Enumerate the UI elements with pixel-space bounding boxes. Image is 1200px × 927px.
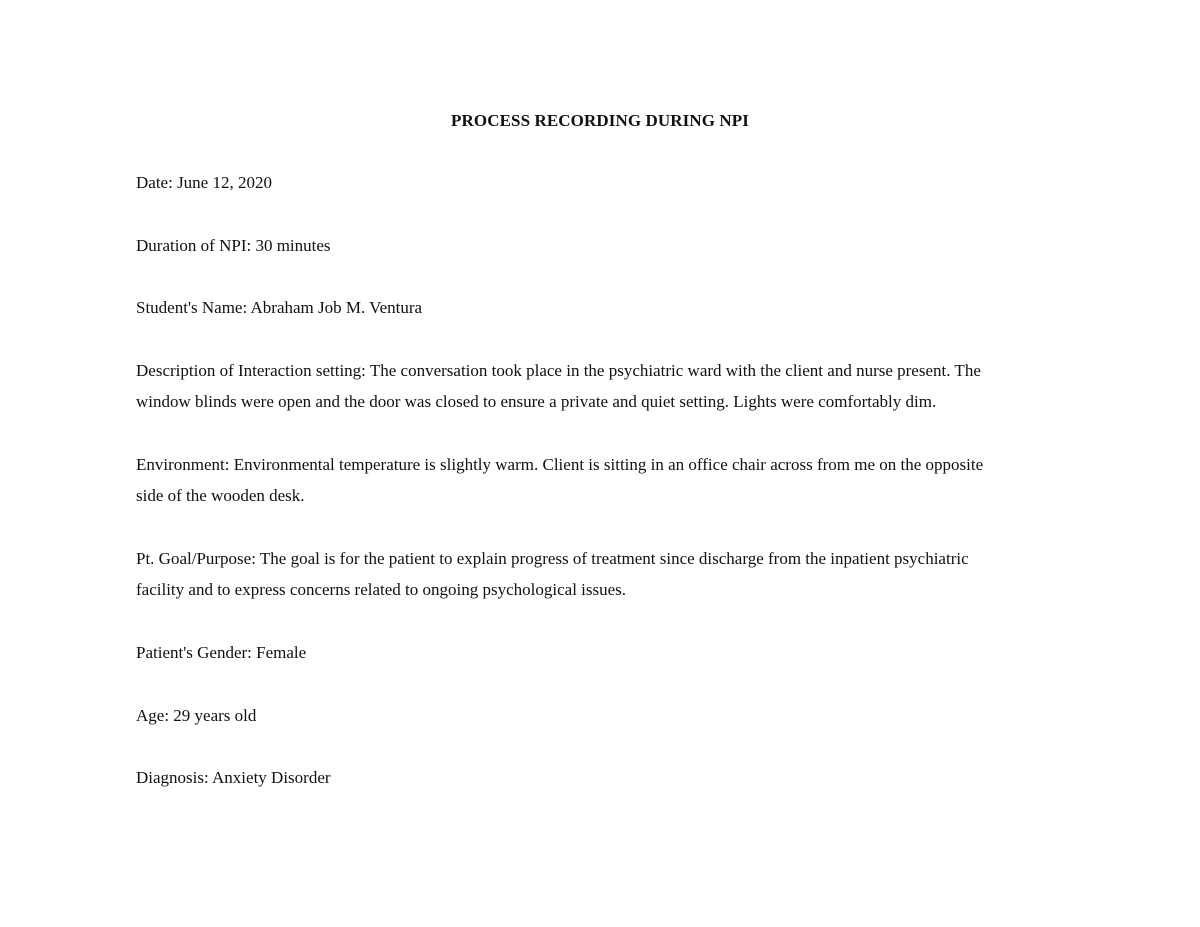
date-field: Date: June 12, 2020 (136, 173, 272, 192)
goal-line-1: Pt. Goal/Purpose: The goal is for the patient to explain progress of treatment since discharge from the inpatient psychiatric (136, 549, 969, 568)
duration-field: Duration of NPI: 30 minutes (136, 236, 331, 255)
age-field: Age: 29 years old (136, 706, 257, 725)
environment-line-2: side of the wooden desk. (136, 486, 305, 505)
document-title: PROCESS RECORDING DURING NPI (451, 111, 749, 130)
interaction-setting-line-2: window blinds were open and the door was closed to ensure a private and quiet setting. Lights were comfortably dim. (136, 392, 937, 411)
environment-paragraph (136, 449, 1066, 511)
diagnosis-field: Diagnosis: Anxiety Disorder (136, 768, 331, 787)
interaction-setting-line-1: Description of Interaction setting: The conversation took place in the psychiatric ward with the client and nurse present. The (136, 361, 981, 380)
student-name-field: Student's Name: Abraham Job M. Ventura (136, 298, 423, 317)
goal-paragraph (136, 543, 1066, 605)
gender-field: Patient's Gender: Female (136, 643, 307, 662)
interaction-setting-paragraph (136, 355, 1066, 417)
goal-line-2: facility and to express concerns related to ongoing psychological issues. (136, 580, 627, 599)
environment-line-1: Environment: Environmental temperature is slightly warm. Client is sitting in an office chair across from me on the opposite (136, 455, 984, 474)
